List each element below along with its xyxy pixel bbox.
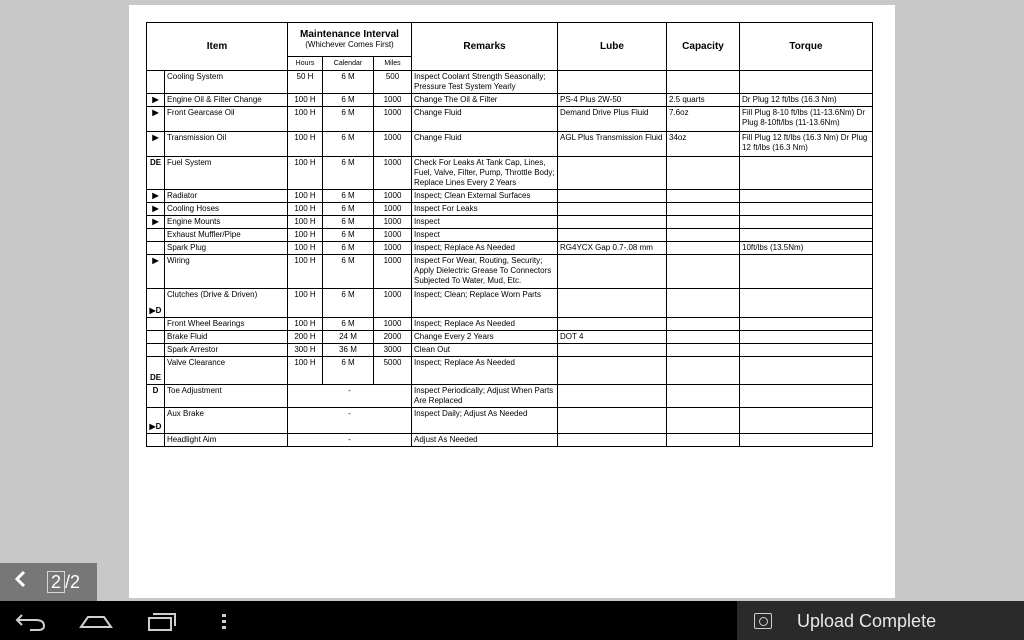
maintenance-table [146,22,873,447]
row-capacity: 7.6oz [667,107,740,132]
row-capacity [667,344,740,357]
row-miles: 3000 [374,344,412,357]
row-calendar: 6 M [323,132,374,157]
row-torque [740,71,873,94]
row-torque [740,190,873,203]
row-lube [558,289,667,318]
row-item: Spark Arrestor [165,344,288,357]
row-item: Engine Oil & Filter Change [165,94,288,107]
table-row [147,107,873,132]
recent-apps-icon[interactable] [145,609,185,633]
document-page [129,5,895,598]
row-torque [740,157,873,190]
row-miles: 1000 [374,190,412,203]
row-remarks: Inspect; Clean; Replace Worn Parts [412,289,558,318]
row-torque [740,318,873,331]
row-symbol: ▶D [147,289,165,318]
table-row [147,157,873,190]
row-miles: 1000 [374,216,412,229]
row-lube [558,344,667,357]
row-item: Transmission Oil [165,132,288,157]
row-calendar: 6 M [323,94,374,107]
page-indicator [0,563,97,601]
row-miles: 1000 [374,229,412,242]
table-row [147,289,873,318]
row-symbol [147,318,165,331]
row-symbol [147,344,165,357]
home-icon[interactable] [78,609,118,633]
row-calendar: 6 M [323,255,374,289]
row-symbol: DE [147,157,165,190]
row-capacity [667,229,740,242]
table-row [147,385,873,408]
row-calendar: 6 M [323,157,374,190]
row-capacity [667,190,740,203]
row-remarks: Inspect For Wear, Routing, Security; Apply Dielectric Grease To Connectors Subjected To Water, Mud, Etc. [412,255,558,289]
row-hours: 100 H [288,289,323,318]
row-item: Headlight Aim [165,434,288,447]
row-miles: 1000 [374,107,412,132]
row-torque [740,289,873,318]
row-symbol [147,331,165,344]
row-lube: Demand Drive Plus Fluid [558,107,667,132]
row-calendar: 6 M [323,242,374,255]
row-calendar: 6 M [323,216,374,229]
row-item: Brake Fluid [165,331,288,344]
row-item: Clutches (Drive & Driven) [165,289,288,318]
row-capacity [667,157,740,190]
back-icon[interactable] [14,609,54,633]
row-remarks: Adjust As Needed [412,434,558,447]
table-row [147,357,873,385]
row-lube: AGL Plus Transmission Fluid [558,132,667,157]
row-lube [558,157,667,190]
table-row [147,344,873,357]
row-torque [740,216,873,229]
upload-notification[interactable] [737,601,1024,640]
row-capacity [667,434,740,447]
row-lube: RG4YCX Gap 0.7-.08 mm [558,242,667,255]
row-symbol: ▶D [147,408,165,434]
row-capacity [667,408,740,434]
row-lube [558,203,667,216]
header-calendar: Calendar [323,57,374,71]
row-item: Cooling Hoses [165,203,288,216]
row-remarks: Inspect Coolant Strength Seasonally; Pressure Test System Yearly [412,71,558,94]
row-remarks: Inspect For Leaks [412,203,558,216]
header-miles: Miles [374,57,412,71]
row-item: Engine Mounts [165,216,288,229]
row-lube [558,216,667,229]
row-hours: 100 H [288,94,323,107]
row-symbol: ▶ [147,107,165,132]
row-calendar: 6 M [323,107,374,132]
table-row [147,242,873,255]
row-hours: 100 H [288,318,323,331]
table-row [147,318,873,331]
row-hours: 50 H [288,71,323,94]
row-hours: 200 H [288,331,323,344]
row-hours: 100 H [288,107,323,132]
row-miles: 1000 [374,203,412,216]
row-miles: 1000 [374,132,412,157]
row-symbol: ▶ [147,132,165,157]
table-row [147,94,873,107]
row-calendar: 6 M [323,190,374,203]
row-hours: 100 H [288,357,323,385]
header-remarks: Remarks [412,23,558,71]
row-interval: - [288,408,412,434]
table-row [147,203,873,216]
row-remarks: Inspect [412,229,558,242]
page-count [47,568,91,596]
row-symbol: ▶ [147,255,165,289]
row-lube [558,385,667,408]
row-symbol: ▶ [147,190,165,203]
row-item: Front Wheel Bearings [165,318,288,331]
header-interval-title: Maintenance Interval [300,28,399,40]
header-maintenance-interval [288,23,412,57]
row-calendar: 24 M [323,331,374,344]
table-row [147,255,873,289]
row-miles: 2000 [374,331,412,344]
row-miles: 1000 [374,94,412,107]
row-item: Aux Brake [165,408,288,434]
row-calendar: 6 M [323,357,374,385]
table-row [147,190,873,203]
row-lube: PS-4 Plus 2W-50 [558,94,667,107]
row-miles: 1000 [374,157,412,190]
row-torque [740,434,873,447]
row-interval: - [288,434,412,447]
row-remarks: Inspect [412,216,558,229]
table-row [147,229,873,242]
row-miles: 500 [374,71,412,94]
row-symbol [147,71,165,94]
row-remarks: Inspect Periodically; Adjust When Parts Are Replaced [412,385,558,408]
row-capacity [667,216,740,229]
row-torque [740,203,873,216]
row-hours: 100 H [288,255,323,289]
row-symbol: ▶ [147,216,165,229]
row-torque: Fill Plug 8-10 ft/lbs (11-13.6Nm) Dr Plug 8-10ft/lbs (11-13.6Nm) [740,107,873,132]
row-miles: 1000 [374,242,412,255]
row-symbol: ▶ [147,203,165,216]
row-miles: 1000 [374,289,412,318]
row-capacity [667,385,740,408]
table-row [147,408,873,434]
row-capacity [667,331,740,344]
row-hours: 300 H [288,344,323,357]
row-capacity [667,203,740,216]
row-calendar: 6 M [323,289,374,318]
row-remarks: Clean Out [412,344,558,357]
screenshot-icon [754,613,772,629]
current-page: 2 [47,571,65,593]
row-lube [558,229,667,242]
row-torque [740,229,873,242]
row-interval: - [288,385,412,408]
row-item: Cooling System [165,71,288,94]
header-torque: Torque [740,23,873,71]
row-remarks: Change The Oil & Filter [412,94,558,107]
row-capacity: 34oz [667,132,740,157]
header-capacity: Capacity [667,23,740,71]
row-lube [558,71,667,94]
row-capacity [667,71,740,94]
header-hours: Hours [288,57,323,71]
row-hours: 100 H [288,216,323,229]
row-calendar: 6 M [323,71,374,94]
row-calendar: 6 M [323,229,374,242]
row-lube: DOT 4 [558,331,667,344]
row-symbol [147,242,165,255]
row-calendar: 6 M [323,203,374,216]
row-remarks: Inspect; Replace As Needed [412,318,558,331]
row-item: Radiator [165,190,288,203]
row-remarks: Change Every 2 Years [412,331,558,344]
row-miles: 1000 [374,255,412,289]
row-lube [558,190,667,203]
chevron-left-icon[interactable] [5,569,35,595]
row-lube [558,408,667,434]
row-torque [740,255,873,289]
table-row [147,132,873,157]
row-remarks: Inspect; Replace As Needed [412,242,558,255]
row-capacity [667,357,740,385]
row-hours: 100 H [288,190,323,203]
row-remarks: Inspect Daily; Adjust As Needed [412,408,558,434]
row-torque: Fill Plug 12 ft/lbs (16.3 Nm) Dr Plug 12 ft/lbs (16.3 Nm) [740,132,873,157]
row-hours: 100 H [288,157,323,190]
row-hours: 100 H [288,229,323,242]
row-remarks: Check For Leaks At Tank Cap, Lines, Fuel, Valve, Filter, Pump, Throttle Body; Replace Lines Every 2 Years [412,157,558,190]
row-item: Toe Adjustment [165,385,288,408]
total-pages: /2 [65,572,81,592]
row-capacity: 2.5 quarts [667,94,740,107]
row-torque [740,344,873,357]
row-capacity [667,242,740,255]
row-remarks: Inspect; Clean External Surfaces [412,190,558,203]
header-interval-subtitle: (Whichever Comes First) [305,39,394,49]
row-capacity [667,255,740,289]
row-item: Front Gearcase Oil [165,107,288,132]
row-remarks: Change Fluid [412,107,558,132]
row-torque [740,385,873,408]
row-symbol [147,229,165,242]
row-item: Wiring [165,255,288,289]
row-symbol: DE [147,357,165,385]
row-miles: 1000 [374,318,412,331]
row-calendar: 36 M [323,344,374,357]
notification-text: Upload Complete [797,611,937,631]
row-hours: 100 H [288,242,323,255]
menu-icon[interactable] [214,609,234,633]
header-lube: Lube [558,23,667,71]
row-capacity [667,289,740,318]
row-torque: 10ft/lbs (13.5Nm) [740,242,873,255]
row-item: Valve Clearance [165,357,288,385]
row-hours: 100 H [288,132,323,157]
row-remarks: Change Fluid [412,132,558,157]
row-symbol: D [147,385,165,408]
row-lube [558,318,667,331]
row-capacity [667,318,740,331]
row-symbol: ▶ [147,94,165,107]
row-lube [558,434,667,447]
row-hours: 100 H [288,203,323,216]
table-row [147,71,873,94]
row-miles: 5000 [374,357,412,385]
table-row [147,434,873,447]
row-torque [740,357,873,385]
row-calendar: 6 M [323,318,374,331]
table-row [147,331,873,344]
row-lube [558,357,667,385]
row-torque: Dr Plug 12 ft/lbs (16.3 Nm) [740,94,873,107]
row-item: Spark Plug [165,242,288,255]
row-item: Fuel System [165,157,288,190]
row-item: Exhaust Muffler/Pipe [165,229,288,242]
row-torque [740,408,873,434]
table-row [147,216,873,229]
header-item: Item [147,23,288,71]
row-remarks: Inspect; Replace As Needed [412,357,558,385]
row-lube [558,255,667,289]
row-symbol [147,434,165,447]
row-torque [740,331,873,344]
